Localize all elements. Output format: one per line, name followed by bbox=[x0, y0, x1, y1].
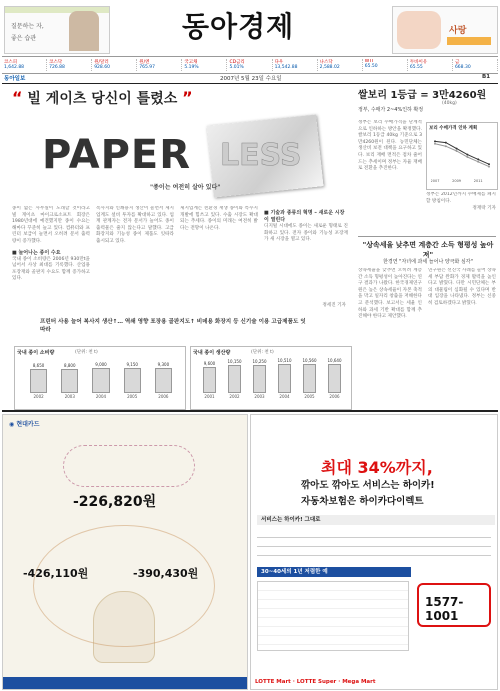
ticker-value: 5.01% bbox=[229, 65, 244, 70]
ticker-value: 726.88 bbox=[49, 65, 65, 70]
ticker-item bbox=[182, 59, 227, 71]
barley-price-chart bbox=[426, 122, 498, 190]
ticker-item bbox=[92, 59, 137, 71]
ticker-item bbox=[363, 59, 408, 71]
graphic-caption: "종이는 여전히 살아 있다" bbox=[150, 184, 221, 191]
ticker-value: 765.97 bbox=[139, 65, 156, 70]
ticker-value: 928.60 bbox=[94, 65, 110, 70]
right-headline-2: "상속세율 낮추면 계층간 소득 형평성 높아져" bbox=[362, 241, 494, 259]
ticker-value: 65.55 bbox=[409, 65, 423, 70]
line-point bbox=[445, 142, 447, 144]
ticker-label: 나스닥 bbox=[319, 60, 333, 65]
subhead-2: ■ 기술과 종류의 혁명 – 새로운 시장이 열린다 bbox=[264, 210, 345, 223]
chart-bar bbox=[303, 364, 317, 393]
ad-left-footer bbox=[3, 677, 247, 689]
line-series bbox=[435, 144, 489, 167]
chart-value-label: 10,150 bbox=[227, 359, 242, 365]
chart-category-label: 2005 bbox=[304, 394, 315, 399]
right-sub-2: 한경연 "자녀에 과세 늘어나 양극화 심각" bbox=[383, 259, 473, 265]
ad-left-brand-text: 현대카드 bbox=[16, 421, 40, 428]
chart-bar bbox=[124, 368, 141, 393]
right-col-c: 상속세율을 낮추면 오히려 계층 간 소득 형평성이 높아진다는 연구 결과가 나왔다. 한국경제연구원은 높은 상속세율이 자본 축적을 막고 일자리 창출을 저해한다고 분석했다. 보고서는 세율 인하와 과세 기반 확대를 함께 추진해야 한다고 제안했다. bbox=[358, 268, 422, 320]
consumption-chart bbox=[14, 346, 186, 410]
ad-swirl bbox=[33, 525, 215, 647]
page-number: B1 bbox=[482, 74, 491, 80]
left-label: 동아일보 bbox=[4, 76, 26, 82]
subhead-1: ■ 늘어나는 종이 수요 bbox=[12, 249, 61, 256]
chart-value-label: 9,150 bbox=[126, 362, 138, 368]
ticker-value: 668.30 bbox=[454, 65, 471, 70]
chart-value-label: 9,600 bbox=[203, 360, 216, 366]
chart-bar bbox=[92, 368, 109, 393]
ad-right-section1: 서비스는 하이카! 그대로 bbox=[257, 515, 495, 525]
ticker-value: 5.19% bbox=[184, 65, 199, 70]
chart-category-label: 2004 bbox=[279, 394, 290, 399]
article-col-1: 종이 없는 사무실이 도래할 것이라고 빌 게이츠 마이크로소프트 회장은 1980년대에 예견했지만 종이 수요는 해마다 꾸준히 늘고 있다. 컴퓨터와 프린터 보급이 늘면서 오히려 문서 출력량이 증가했다. ■ 늘어나는 종이 수요 국내 종이 소비량은 2006년 930만t을 넘어서 사상 최대를 기록했다. 산업용 포장재와 골판지 수요도 함께 증가하고 있다. bbox=[12, 206, 90, 282]
chart-category-label: 2003 bbox=[254, 394, 265, 399]
line-point bbox=[456, 148, 458, 150]
line-point bbox=[488, 166, 490, 168]
chart-value-label: 9,000 bbox=[95, 362, 107, 368]
line-point bbox=[456, 150, 458, 152]
ad-left-brand bbox=[9, 419, 40, 428]
right-headline: 쌀보리 1등급 = 3만4260원 bbox=[358, 90, 487, 101]
ticker-item bbox=[273, 59, 318, 71]
ticker-value: 1,642.88 bbox=[4, 65, 25, 70]
market-ticker bbox=[2, 56, 498, 74]
ad-right[interactable] bbox=[250, 414, 498, 690]
chart-value-label: 8,650 bbox=[32, 363, 45, 369]
article-col-2: 복사지와 인쇄용지 생산이 늘면서 제지업계도 설비 투자를 확대하고 있다. 업계 관계자는 전자 문서가 늘어도 종이 출력물은 줄지 않는다고 말했다. 고급 화장지와 기능성 종이 제품도 잇따라 출시되고 있다. bbox=[96, 206, 174, 244]
chart-bar bbox=[155, 368, 172, 393]
ad-band bbox=[447, 37, 491, 45]
ticker-label: 코스피 bbox=[4, 60, 18, 65]
ad-right-footer: LOTTE Mart · LOTTE Super · Mega Mart bbox=[255, 679, 376, 685]
article-col-3: 제지업계는 친환경 재생 종이와 특수지 개발에 힘쓰고 있다. 수출 시장도 확대되는 추세다. 종이의 미래는 여전히 밝다는 전망이 나온다. bbox=[180, 206, 258, 231]
ticker-item bbox=[227, 59, 272, 71]
ad-person-photo-right bbox=[397, 11, 441, 49]
consumption-chart-unit: (단위: 천 t) bbox=[75, 350, 98, 355]
ticker-value: 13,542.88 bbox=[274, 65, 298, 70]
chart-value-label: 10,560 bbox=[302, 358, 317, 364]
chart-value-label: 10,510 bbox=[277, 358, 292, 364]
chart-value-label: 10,640 bbox=[327, 357, 342, 363]
consumption-chart-title: 국내 종이 소비량 bbox=[17, 350, 55, 356]
ticker-item bbox=[137, 59, 182, 71]
chart-category-label: 2004 bbox=[95, 394, 107, 399]
header-left-ad[interactable] bbox=[4, 6, 110, 54]
chart-bar bbox=[203, 367, 217, 393]
chart-bar bbox=[328, 364, 342, 393]
left-ad-line2: 좋은 습관 bbox=[11, 35, 37, 42]
chart-category-label: 2002 bbox=[229, 394, 240, 399]
ticker-value: 65.50 bbox=[364, 64, 378, 69]
card-logo-icon: ◉ bbox=[9, 421, 15, 428]
ad-right-phone-box[interactable] bbox=[417, 583, 491, 627]
chart-bar bbox=[278, 364, 292, 393]
ad-price-left: -426,110원 bbox=[23, 567, 89, 580]
ticker-item bbox=[2, 59, 47, 71]
line-x-label: 2011 bbox=[473, 179, 483, 183]
ticker-label: 코스닥 bbox=[49, 60, 63, 65]
ad-right-line3: 자동차보험은 하이카다이렉트 bbox=[301, 496, 424, 507]
right-sub: 정부, 수매가 2~4%인하 확정 bbox=[358, 107, 424, 113]
paper-word: PAPER bbox=[42, 132, 192, 178]
line-point bbox=[466, 154, 468, 156]
line-point bbox=[466, 156, 468, 158]
barley-chart-title: 보리 수매가격 인하 계획 bbox=[429, 126, 478, 131]
main-headline-text: 빌 게이츠 당신이 틀렸소 bbox=[27, 91, 178, 107]
article-col-4: ■ 기술과 종류의 혁명 – 새로운 시장이 열린다 디지털 시대에도 종이는 새로운 형태로 진화하고 있다. 전자 종이와 기능성 포장재가 새 시장을 열고 있다. 정세진 기자 bbox=[264, 210, 348, 308]
chart-category-label: 2006 bbox=[158, 394, 169, 399]
right-col-a: 정부는 보리 수매가격을 단계적으로 인하하는 방안을 확정했다. 쌀보리 1등급 40kg 기준으로 3만4260원이 된다. 농민단체는 생산비 보전 대책을 요구하고 있다. 보리 재배 면적은 점차 줄어드는 추세이며 정부는 자율 재배로 전환을 추진한다. bbox=[358, 120, 422, 172]
left-ad-line1: 질문하는 자, bbox=[11, 23, 44, 30]
ad-left[interactable] bbox=[2, 414, 248, 690]
main-headline bbox=[12, 88, 193, 108]
right-ad-line: 사랑 bbox=[449, 26, 467, 36]
chart-bar bbox=[30, 369, 47, 393]
ad-right-phone: 1577-1001 bbox=[425, 595, 464, 623]
ticker-label: 금 bbox=[454, 60, 460, 65]
ticker-label: 원/달러 bbox=[94, 60, 109, 65]
right-article bbox=[358, 86, 496, 113]
line-chart-svg bbox=[431, 135, 493, 183]
ad-price-main: -226,820원 bbox=[73, 494, 157, 510]
ad-price-right: -390,430원 bbox=[133, 567, 199, 580]
article-byline: 정세진 기자 bbox=[322, 303, 346, 308]
right-byline: 정재락 기자 bbox=[472, 206, 496, 212]
right-col-b: 정부는 2012년까지 수매제를 폐지할 방침이다. 정재락 기자 bbox=[426, 192, 496, 212]
line-point bbox=[434, 140, 436, 142]
right-headline-note: (40kg) bbox=[442, 101, 457, 106]
ad-right-line2: 깎아도 깎아도 서비스는 하이카! bbox=[301, 480, 435, 491]
chart-category-label: 2002 bbox=[33, 394, 44, 399]
chart-value-label: 9,300 bbox=[157, 361, 170, 367]
less-word: LESS bbox=[220, 138, 302, 173]
ad-right-section2: 30~40세의 1년 저렴한 예 bbox=[257, 567, 411, 577]
chart-category-label: 2001 bbox=[204, 394, 215, 399]
masthead: 동아경제 bbox=[182, 10, 295, 43]
line-point bbox=[477, 158, 479, 160]
line-point bbox=[477, 161, 479, 163]
quote-open-icon: “ bbox=[12, 88, 23, 107]
ad-right-price-table bbox=[257, 581, 409, 651]
paperless-graphic bbox=[20, 112, 320, 202]
chart-category-label: 2003 bbox=[64, 394, 75, 399]
ticker-label: 두바이유 bbox=[409, 60, 428, 65]
ticker-item bbox=[453, 59, 498, 71]
ticker-label: 다우 bbox=[274, 60, 284, 65]
highlight-box: 프린터 사용 늘어 복사지 생산↑… 역쇄 영향 포장용 골판지도↑ 비데용 화장지 등 신기술 이용 고급제품도 잇따라 bbox=[40, 319, 306, 333]
line-point bbox=[488, 163, 490, 165]
ticker-item bbox=[47, 59, 92, 71]
ad-right-list bbox=[257, 529, 491, 565]
line-point bbox=[445, 145, 447, 147]
ticker-item bbox=[318, 59, 363, 71]
production-chart-title: 국내 종이 생산량 bbox=[193, 350, 231, 356]
line-x-label: 2009 bbox=[452, 179, 462, 183]
chart-bar bbox=[61, 369, 78, 393]
ticker-label: 국고채 bbox=[184, 60, 198, 65]
line-point bbox=[434, 143, 436, 145]
production-chart-unit: (단위: 천 t) bbox=[251, 350, 274, 355]
ticker-label: CD금리 bbox=[229, 60, 245, 65]
line-x-label: 2007 bbox=[431, 179, 440, 183]
right-col-d: 연구원은 선진국 사례를 들어 상속세 부담 완화가 경제 활력을 높인다고 밝혔다. 다만 시민단체는 부의 대물림이 심화될 수 있다며 반대 입장을 나타냈다. 정부는 신중히 검토하겠다고 밝혔다. bbox=[428, 268, 496, 306]
ticker-value: 2,588.02 bbox=[319, 65, 340, 70]
ad-right-headline: 최대 34%까지, bbox=[321, 458, 433, 477]
chart-bar bbox=[253, 365, 267, 393]
ad-person-photo bbox=[69, 11, 99, 51]
chart-category-label: 2006 bbox=[329, 394, 340, 399]
chart-value-label: 10,250 bbox=[252, 359, 267, 365]
ticker-label: 원/엔 bbox=[139, 60, 150, 65]
production-chart bbox=[190, 346, 352, 410]
chart-bar bbox=[228, 365, 242, 393]
chart-category-label: 2005 bbox=[127, 394, 138, 399]
ticker-item bbox=[408, 59, 453, 71]
chart-value-label: 8,800 bbox=[64, 363, 76, 368]
quote-close-icon: ” bbox=[182, 88, 193, 107]
ad-ribbon bbox=[63, 445, 195, 487]
header-right-ad[interactable] bbox=[392, 6, 498, 54]
issue-date: 2007년 5월 23일 수요일 bbox=[220, 76, 282, 82]
ticker-label: WTI bbox=[364, 59, 374, 64]
line-series bbox=[435, 141, 489, 164]
